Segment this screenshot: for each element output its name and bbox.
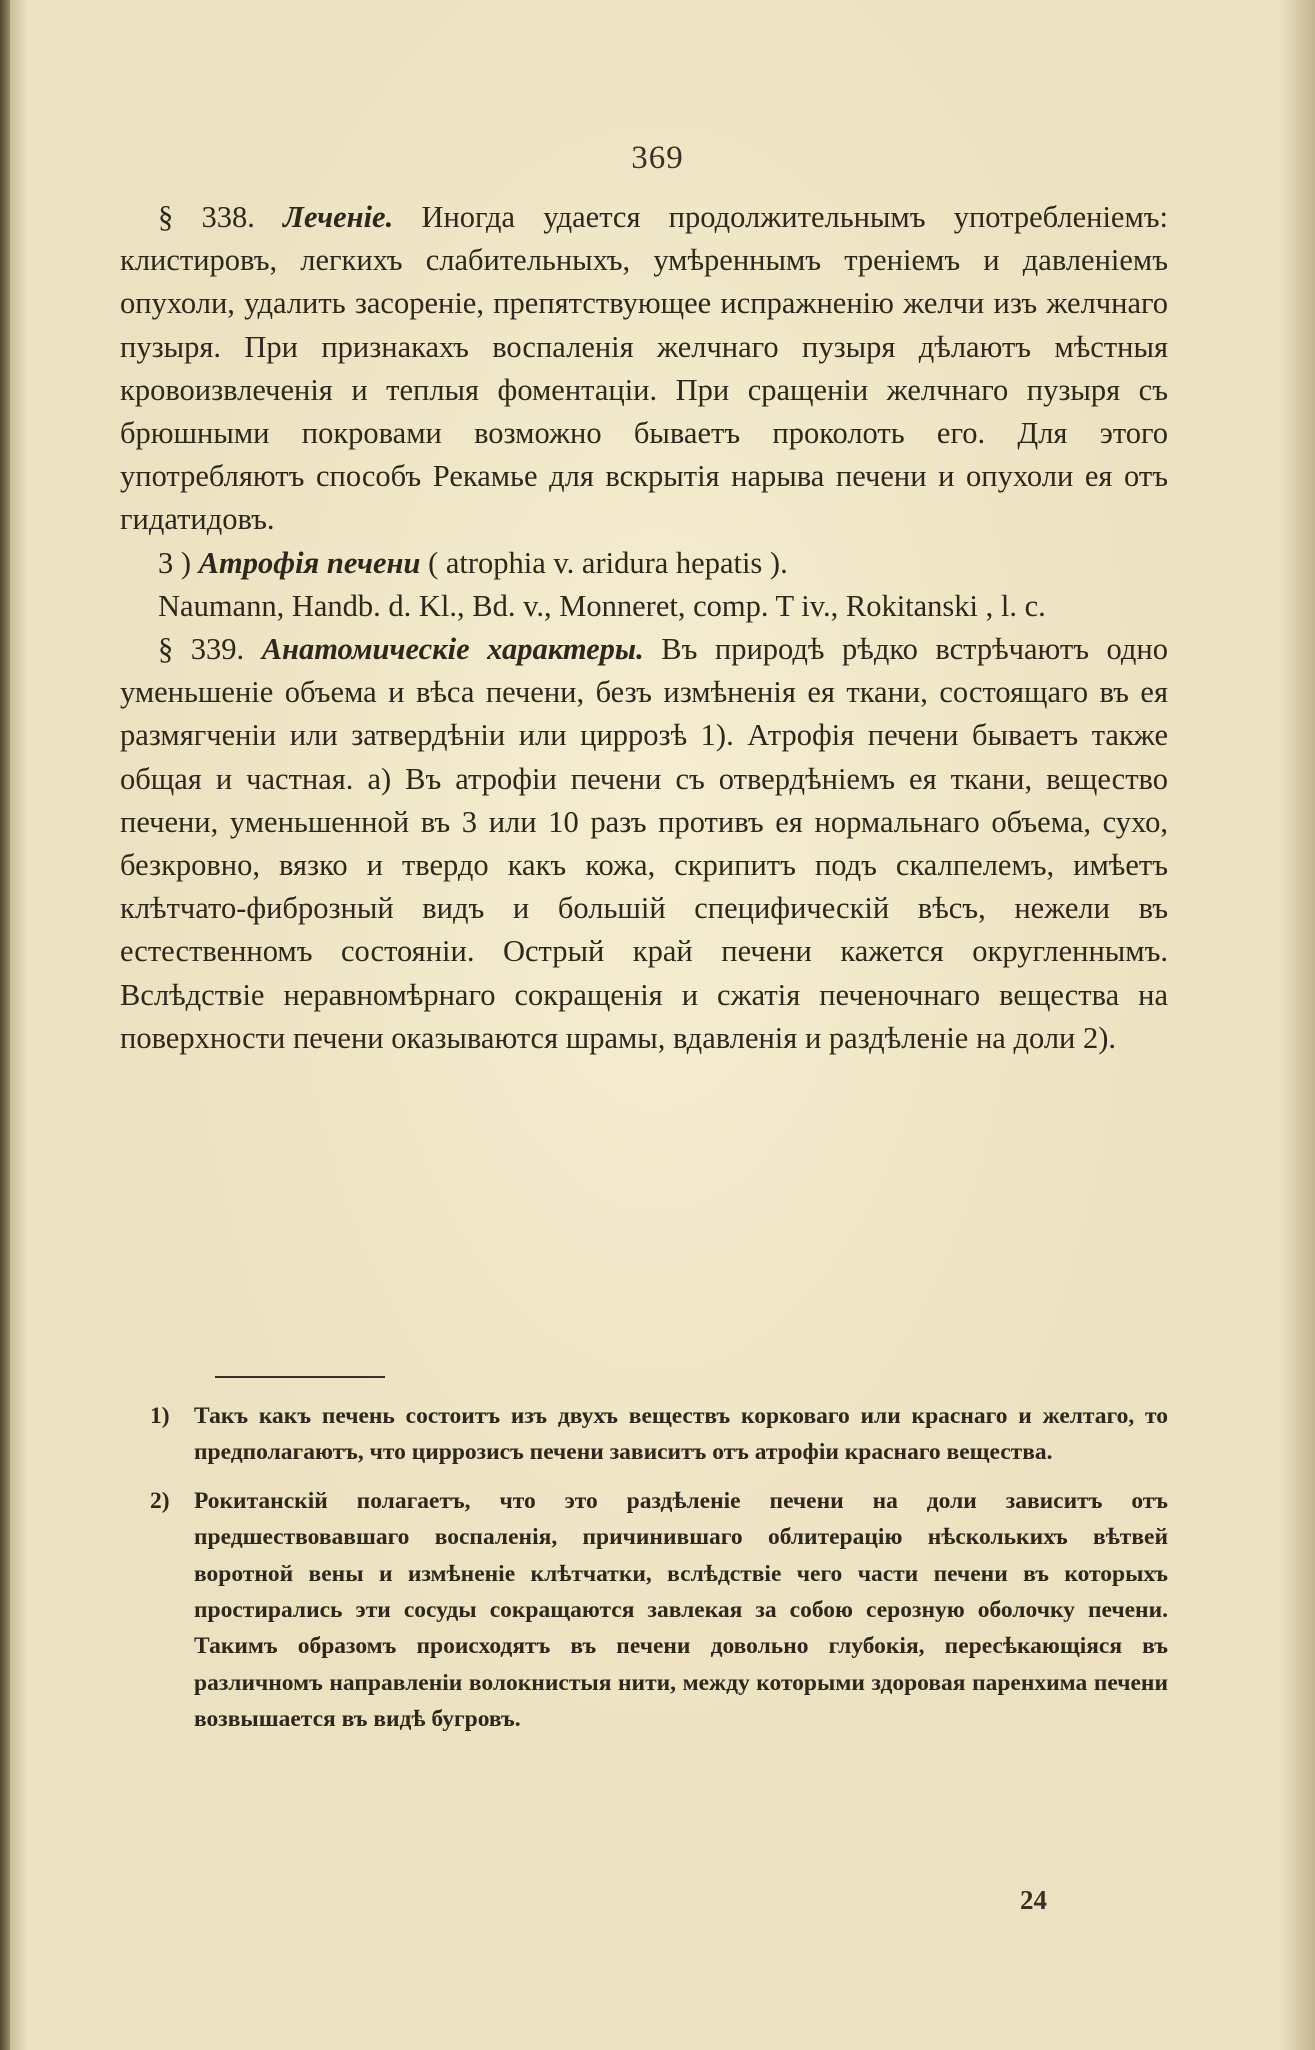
paragraph-text: Иногда удается продолжительнымъ употребленіемъ: клистировъ, легкихъ слабительныхъ, умѣреннымъ треніемъ и давленіемъ опухоли, удалить засореніе, препятствующее испражненію желчи изъ желчнаго пузыря. При признакахъ воспаленія желчнаго пузыря дѣлаютъ мѣстныя кровоизвлеченія и теплыя фоментаціи. При сращеніи желчнаго пузыря съ брюшными покровами возможно бываетъ проколоть его. Для этого употребляютъ способъ Рекамье для вскрытія нарыва печени и опухоли ея отъ гидатидовъ.: [120, 200, 1169, 537]
footnote-2: [150, 1483, 1168, 1738]
section-heading: Леченіе.: [283, 200, 394, 234]
section-number: § 338.: [158, 200, 284, 234]
section-heading: Атрофія печени: [198, 545, 421, 580]
paragraph-text: Naumann, Handb. d. Kl., Bd. v., Monneret, comp. T iv., Rokitanski , l. c.: [158, 588, 1046, 623]
paragraph-references: [120, 585, 1168, 628]
footnotes: [150, 1398, 1168, 1750]
main-text: [120, 196, 1168, 1060]
section-number: § 339.: [158, 632, 262, 667]
page-number: 369: [631, 140, 684, 176]
footnote-text: Такъ какъ печень состоитъ изъ двухъ веществъ корковаго или краснаго и желтаго, то предполагаютъ, что циррозисъ печени зависитъ отъ атрофіи краснаго вещества.: [194, 1403, 1168, 1466]
paragraph-339: [120, 628, 1168, 1060]
paragraph-text: ( atrophia v. aridura hepatis ).: [420, 545, 788, 580]
page-gutter: [0, 0, 10, 2050]
paragraph-text: Въ природѣ рѣдко встрѣчаютъ одно уменьшеніе объема и вѣса печени, безъ измѣненія ея ткани, состоящаго въ ея размягченіи или затвердѣніи или циррозѣ 1). Атрофія печени бываетъ также общая и частная. а) Въ атрофіи печени съ отвердѣніемъ ея ткани, вещество печени, уменьшенной въ 3 или 10 разъ противъ ея нормальнаго объема, сухо, безкровно, вязко и твердо какъ кожа, скрипитъ подъ скалпелемъ, имѣетъ клѣтчато-фиброзный видъ и большій специфическій вѣсъ, нежели въ естественномъ состояніи. Острый край печени кажется округленнымъ. Вслѣдствіе неравномѣрнаго сокращенія и сжатія печеночнаго вещества на поверхности печени оказываются шрамы, вдавленія и раздѣленіе на доли 2).: [120, 632, 1169, 1055]
footnote-mark: 1): [150, 1403, 170, 1429]
footnote-1: [150, 1398, 1168, 1471]
signature-mark: 24: [1020, 1885, 1047, 1915]
footnote-mark: 2): [150, 1487, 170, 1514]
section-heading: Анатомическіе характеры.: [261, 632, 644, 667]
footnote-divider: [215, 1376, 385, 1378]
section-number: 3 ): [158, 545, 199, 580]
paragraph-338: [120, 196, 1168, 542]
footnote-text: Рокитанскій полагаетъ, что это раздѣленіе печени на доли зависитъ отъ предшествовавшаго воспаленія, причинившаго облитерацію нѣсколькихъ вѣтвей воротной вены и измѣненіе клѣтчатки, вслѣдствіе чего части печени въ которыхъ простирались эти сосуды сокращаются завлекая за собою серозную оболочку печени. Такимъ образомъ происходятъ въ печени довольно глубокія, пересѣкающіяся въ различномъ направленіи волокнистыя нити, между которыми здоровая паренхима печени возвышается въ видѣ бугровъ.: [194, 1487, 1168, 1733]
paragraph-atrophy-title: [120, 542, 1168, 585]
